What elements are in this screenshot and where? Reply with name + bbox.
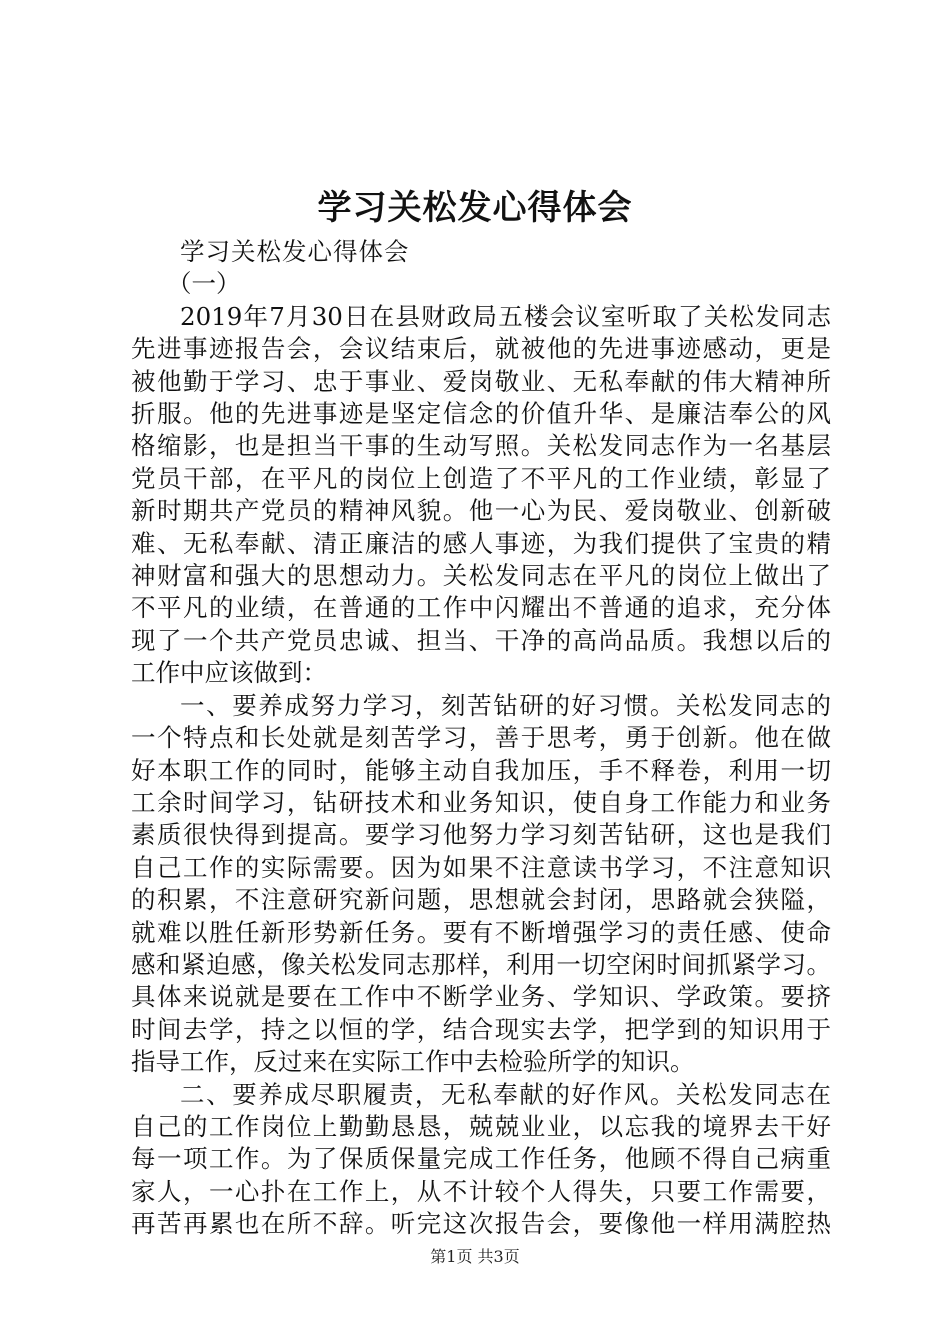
paragraph-line: 素质很快得到提高。要学习他努力学习刻苦钻研，这也是我们 [131, 820, 831, 850]
paragraph-line: 具体来说就是要在工作中不断学业务、学知识、学政策。要挤 [131, 982, 831, 1012]
paragraph-line: 好本职工作的同时，能够主动自我加压，手不释卷，利用一切 [131, 755, 831, 785]
document-subtitle: 学习关松发心得体会 [180, 237, 410, 266]
paragraph-line: 自己的工作岗位上勤勤恳恳，兢兢业业，以忘我的境界去干好 [131, 1111, 831, 1141]
paragraph-line: 二、要养成尽职履责，无私奉献的好作风。关松发同志在 [180, 1079, 831, 1109]
paragraph-line: 指导工作，反过来在实际工作中去检验所学的知识。 [131, 1047, 695, 1077]
paragraph-line: 新时期共产党员的精神风貌。他一心为民、爱岗敬业、创新破 [131, 496, 831, 526]
paragraph-line: 现了一个共产党员忠诚、担当、干净的高尚品质。我想以后的 [131, 625, 831, 655]
paragraph-line: 工作中应该做到： [131, 658, 327, 688]
paragraph-1 [131, 301, 831, 690]
paragraph-line: 神财富和强大的思想动力。关松发同志在平凡的岗位上做出了 [131, 561, 831, 591]
paragraph-line: 再苦再累也在所不辞。听完这次报告会，要像他一样用满腔热 [131, 1209, 831, 1239]
paragraph-line: 自己工作的实际需要。因为如果不注意读书学习，不注意知识 [131, 852, 831, 882]
paragraph-line: 先进事迹报告会，会议结束后，就被他的先进事迹感动，更是 [131, 334, 831, 364]
document-body [131, 236, 831, 1241]
paragraph-line: 被他勤于学习、忠于事业、爱岗敬业、无私奉献的伟大精神所 [131, 366, 831, 396]
paragraph-line: 工余时间学习，钻研技术和业务知识，使自身工作能力和业务 [131, 787, 831, 817]
paragraph-line: 感和紧迫感，像关松发同志那样，利用一切空闲时间抓紧学习。 [131, 949, 831, 979]
paragraph-line: 每一项工作。为了保质保量完成工作任务，他顾不得自己病重 [131, 1144, 831, 1174]
paragraph-3 [131, 1079, 831, 1241]
paragraph-line: 折服。他的先进事迹是坚定信念的价值升华、是廉洁奉公的风 [131, 399, 831, 429]
section-marker: （一） [167, 269, 241, 299]
document-title: 学习关松发心得体会 [317, 188, 633, 228]
paragraph-line: 党员干部，在平凡的岗位上创造了不平凡的工作业绩，彰显了 [131, 463, 831, 493]
paragraph-line: 一、要养成努力学习，刻苦钻研的好习惯。关松发同志的 [180, 690, 831, 720]
paragraph-line: 不平凡的业绩，在普通的工作中闪耀出不普通的追求，充分体 [131, 593, 831, 623]
paragraph-line: 一个特点和长处就是刻苦学习，善于思考，勇于创新。他在做 [131, 723, 831, 753]
paragraph-line: 时间去学，持之以恒的学，结合现实去学，把学到的知识用于 [131, 1014, 831, 1044]
paragraph-line: 2019年7月30日在县财政局五楼会议室听取了关松发同志 [180, 301, 831, 331]
paragraph-line: 就难以胜任新形势新任务。要有不断增强学习的责任感、使命 [131, 917, 831, 947]
paragraph-line: 的积累，不注意研究新问题，思想就会封闭，思路就会狭隘， [131, 885, 831, 915]
page-footer: 第1页 共3页 [430, 1247, 520, 1266]
paragraph-line: 格缩影，也是担当干事的生动写照。关松发同志作为一名基层 [131, 431, 831, 461]
paragraph-line: 难、无私奉献、清正廉洁的感人事迹，为我们提供了宝贵的精 [131, 528, 831, 558]
paragraph-2 [131, 690, 831, 1079]
paragraph-line: 家人，一心扑在工作上，从不计较个人得失，只要工作需要， [131, 1176, 831, 1206]
